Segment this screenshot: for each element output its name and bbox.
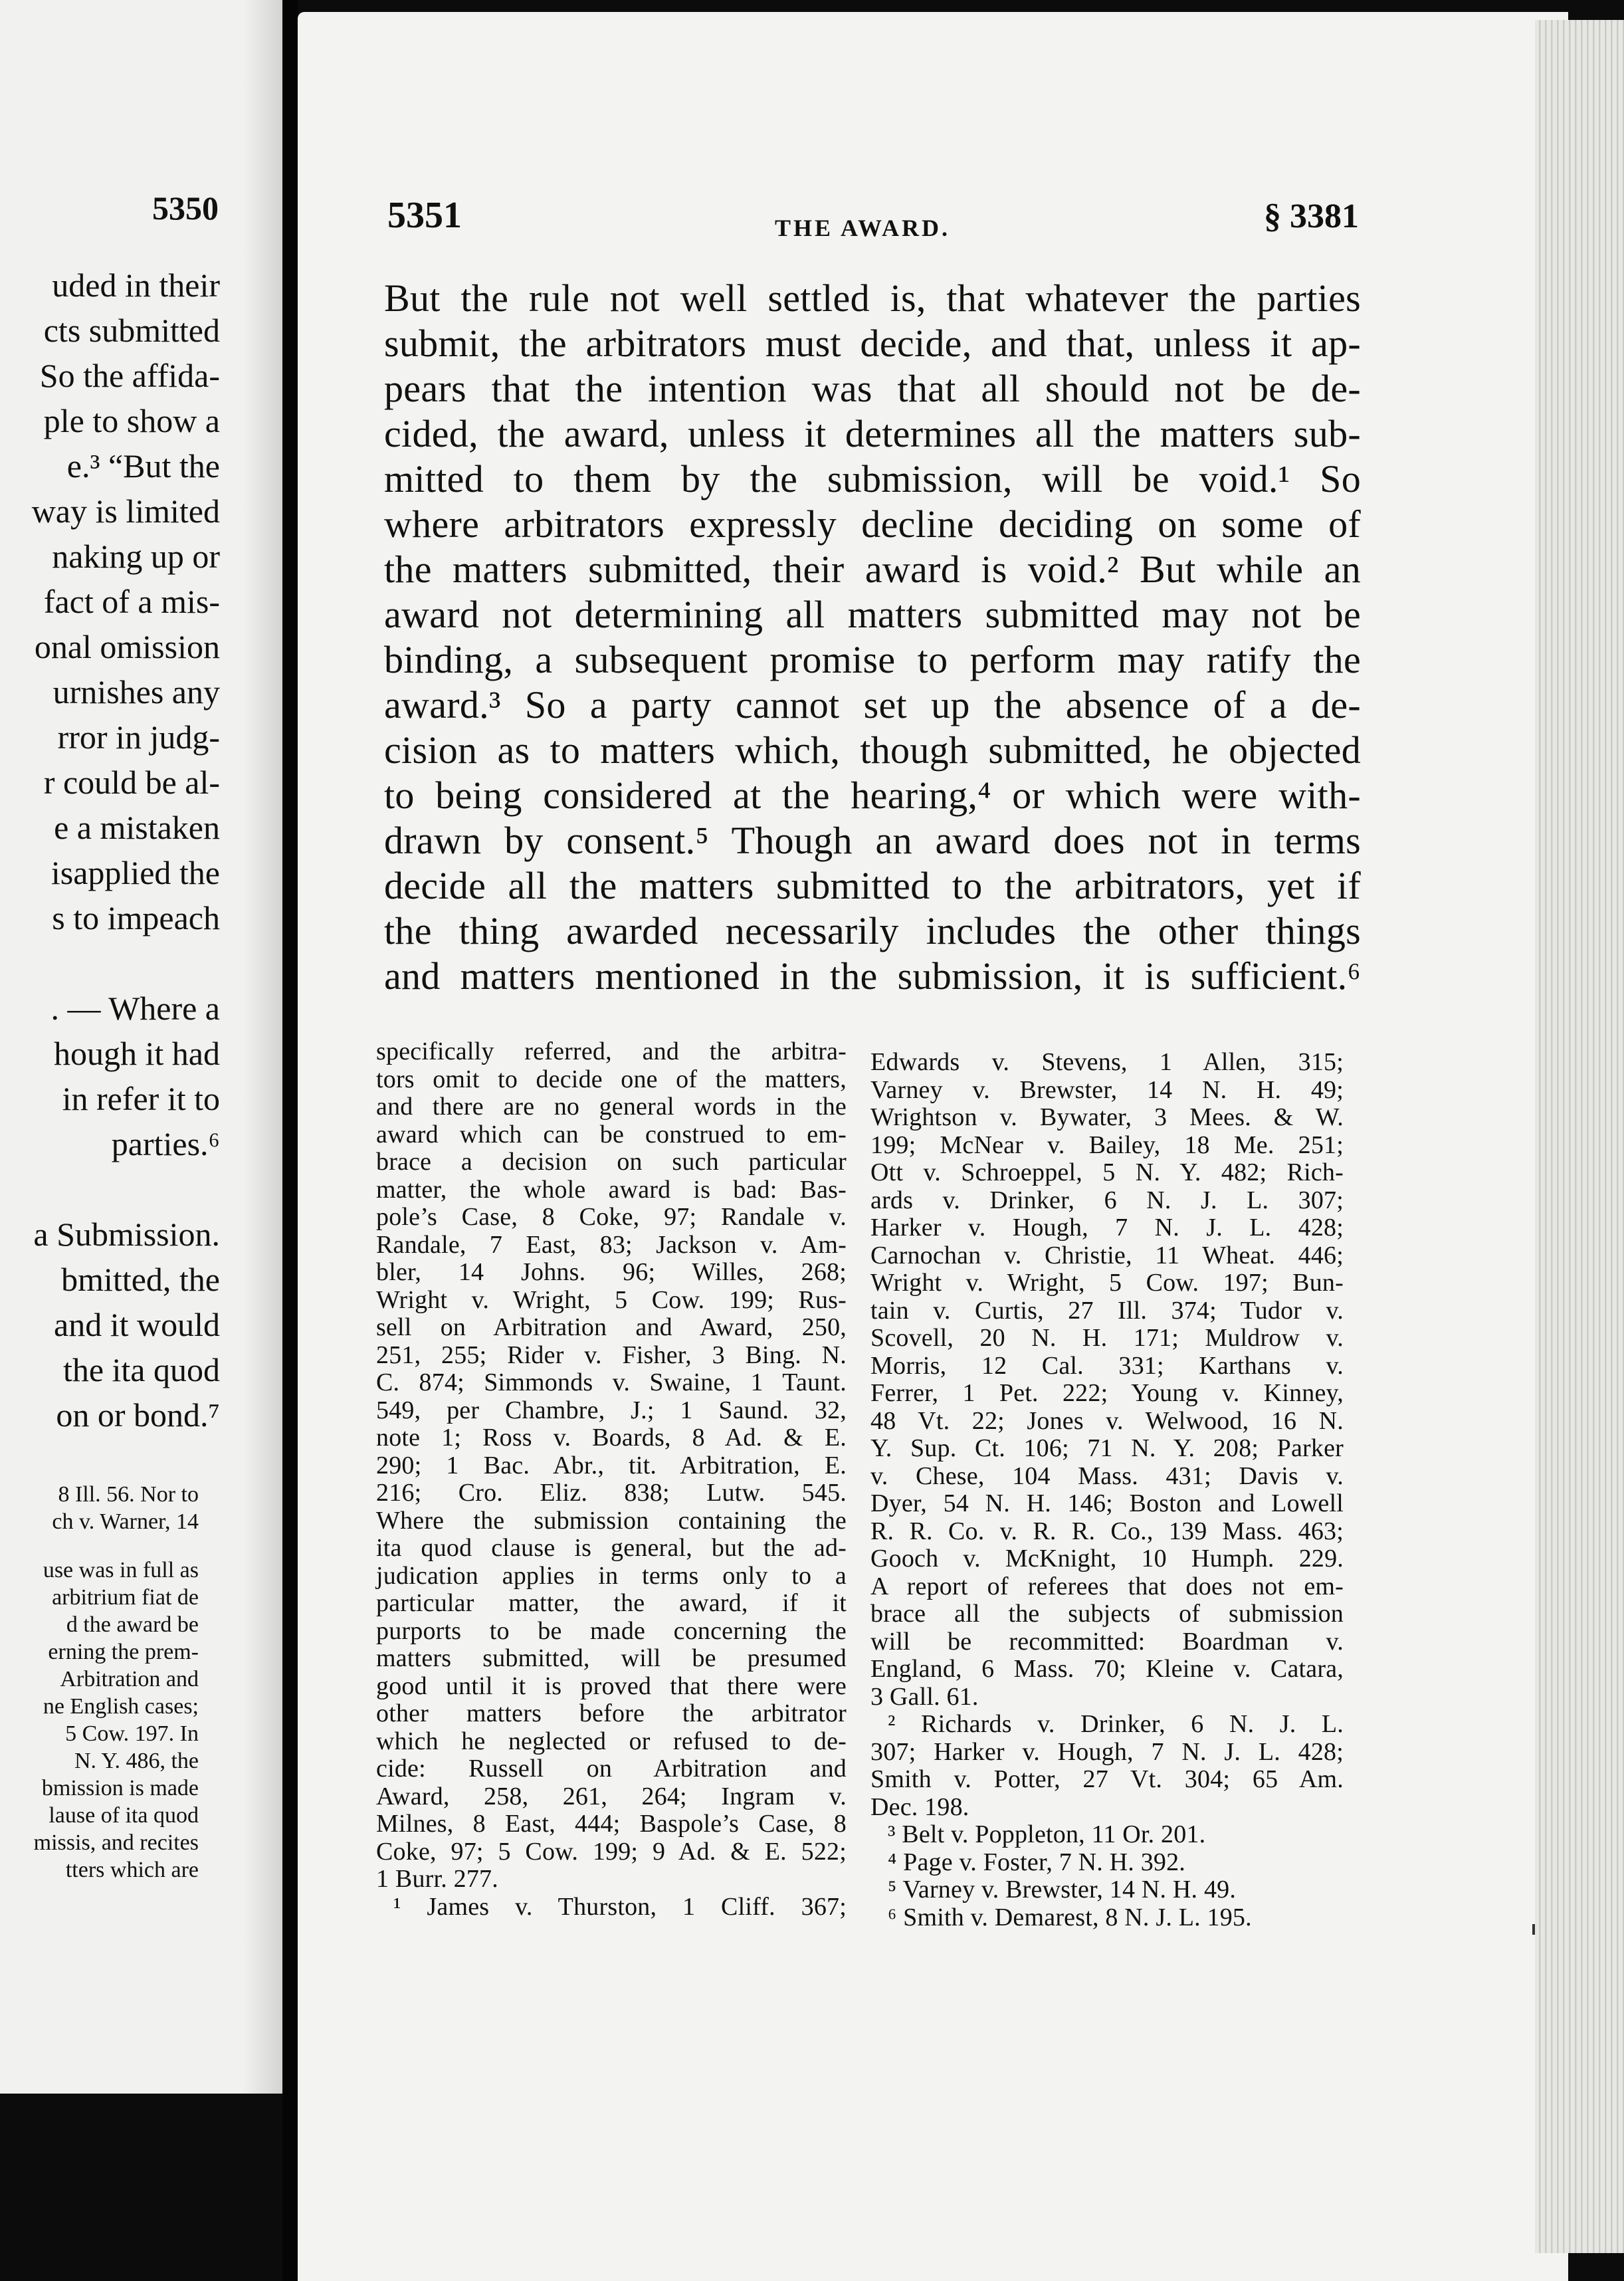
- left-page-line: r could be al-: [43, 764, 220, 801]
- footnote-line: sell on Arbitration and Award, 250,: [376, 1313, 847, 1341]
- footnote-line: purports to be made concerning the: [376, 1616, 847, 1645]
- body-line: pears that the intention was that all should not be de-: [384, 367, 1361, 410]
- body-line: the matters submitted, their award is void.² But while an: [384, 548, 1361, 591]
- left-page-line: onal omission: [34, 628, 220, 665]
- left-page-line: urnishes any: [52, 673, 220, 710]
- footnote-line: 290; 1 Bac. Abr., tit. Arbitration, E.: [376, 1451, 847, 1479]
- left-page-line: So the affida-: [39, 357, 220, 394]
- footnote-line: Ott v. Schroeppel, 5 N. Y. 482; Rich-: [870, 1158, 1344, 1186]
- page-edge-mark: [1532, 1924, 1535, 1935]
- left-page-line: and it would: [54, 1306, 220, 1343]
- left-page-line: naking up or: [52, 538, 220, 575]
- footnote-line: 3 Gall. 61.: [870, 1682, 979, 1711]
- footnote-line: ⁶ Smith v. Demarest, 8 N. J. L. 195.: [888, 1903, 1252, 1931]
- left-page-line: e a mistaken: [54, 809, 220, 846]
- left-page-footnote-line: Arbitration and: [60, 1667, 199, 1691]
- left-page-line: hough it had: [54, 1035, 220, 1072]
- left-page-line: in refer it to: [62, 1080, 220, 1117]
- footnote-line: ita quod clause is general, but the ad-: [376, 1534, 847, 1562]
- footnote-line: ² Richards v. Drinker, 6 N. J. L.: [888, 1710, 1344, 1738]
- footnotes-right-column: [870, 1049, 1344, 1931]
- footnote-line: 549, per Chambre, J.; 1 Saund. 32,: [376, 1396, 847, 1424]
- left-page-footnote-line: missis, and recites: [33, 1830, 199, 1855]
- left-page-line: cts submitted: [43, 312, 220, 349]
- footnote-line: note 1; Ross v. Boards, 8 Ad. & E.: [376, 1424, 847, 1452]
- footnote-line: Carnochan v. Christie, 11 Wheat. 446;: [870, 1241, 1344, 1269]
- body-line: cision as to matters which, though submitted, he objected: [384, 728, 1361, 772]
- left-page-footnote-line: erning the prem-: [48, 1640, 199, 1664]
- left-facing-page: [0, 0, 282, 2094]
- footnote-line: Where the submission containing the: [376, 1506, 847, 1535]
- footnote-line: award which can be construed to em-: [376, 1120, 847, 1148]
- left-page-line: [32, 1166, 220, 1212]
- footnote-line: Dec. 198.: [870, 1792, 969, 1821]
- footnotes-left-column: [376, 1038, 847, 1921]
- footnote-line: bler, 14 Johns. 96; Willes, 268;: [376, 1258, 847, 1286]
- section-number: § 3381: [1264, 197, 1359, 235]
- page-header: [387, 194, 1359, 247]
- footnote-line: Y. Sup. Ct. 106; 71 N. Y. 208; Parker: [870, 1434, 1344, 1462]
- left-page-line: e.³ “But the: [66, 447, 220, 485]
- body-line: decide all the matters submitted to the arbitrators, yet if: [384, 864, 1361, 907]
- body-line: binding, a subsequent promise to perform may ratify the: [384, 638, 1361, 681]
- left-page-line: a Submission.: [33, 1216, 220, 1253]
- footnote-line: tors omit to decide one of the matters,: [376, 1065, 847, 1093]
- footnote-line: England, 6 Mass. 70; Kleine v. Catara,: [870, 1655, 1344, 1683]
- page-number: 5351: [387, 195, 462, 236]
- body-line: award not determining all matters submitted may not be: [384, 593, 1361, 636]
- footnote-line: tain v. Curtis, 27 Ill. 374; Tudor v.: [870, 1296, 1344, 1325]
- footnote-line: 48 Vt. 22; Jones v. Welwood, 16 N.: [870, 1406, 1344, 1435]
- footnote-line: Wright v. Wright, 5 Cow. 199; Rus-: [376, 1285, 847, 1314]
- footnote-line: Dyer, 54 N. H. 146; Boston and Lowell: [870, 1489, 1344, 1517]
- left-page-line: parties.⁶: [111, 1125, 220, 1162]
- footnote-line: Award, 258, 261, 264; Ingram v.: [376, 1782, 847, 1810]
- left-page-number: 5350: [152, 189, 219, 227]
- footnote-line: Varney v. Brewster, 14 N. H. 49;: [870, 1075, 1344, 1104]
- footnote-line: ⁴ Page v. Foster, 7 N. H. 392.: [888, 1848, 1186, 1876]
- left-page-footnote-line: lause of ita quod: [49, 1803, 199, 1828]
- left-page-footnote-line: tters which are: [65, 1858, 199, 1882]
- footnote-line: Wright v. Wright, 5 Cow. 197; Bun-: [870, 1269, 1344, 1297]
- footnote-line: v. Chese, 104 Mass. 431; Davis v.: [870, 1462, 1344, 1490]
- left-page-footnote-line: N. Y. 486, the: [74, 1749, 199, 1773]
- left-page-footnote-line: d the award be: [66, 1612, 199, 1637]
- footnote-line: Wrightson v. Bywater, 3 Mees. & W.: [870, 1103, 1344, 1131]
- footnote-line: and there are no general words in the: [376, 1093, 847, 1121]
- footnote-line: 1 Burr. 277.: [376, 1865, 498, 1893]
- footnote-line: brace all the subjects of submission: [870, 1600, 1344, 1628]
- left-page-footnote-line: 5 Cow. 197. In: [65, 1721, 199, 1746]
- footnote-line: matters submitted, will be presumed: [376, 1644, 847, 1672]
- left-page-line: on or bond.⁷: [56, 1396, 220, 1434]
- footnote-line: will be recommitted: Boardman v.: [870, 1627, 1344, 1656]
- footnote-line: ⁵ Varney v. Brewster, 14 N. H. 49.: [888, 1876, 1237, 1903]
- footnote-line: Edwards v. Stevens, 1 Allen, 315;: [870, 1048, 1344, 1076]
- footnote-line: brace a decision on such particular: [376, 1148, 847, 1176]
- page-edges: [1535, 20, 1624, 2253]
- left-page-gutter-shadow: [243, 0, 282, 2094]
- body-line: to being considered at the hearing,⁴ or which were with-: [384, 774, 1361, 817]
- footnote-line: 251, 255; Rider v. Fisher, 3 Bing. N.: [376, 1341, 847, 1369]
- footnote-line: particular matter, the award, if it: [376, 1589, 847, 1617]
- left-page-footnote-line: [34, 1535, 199, 1557]
- footnote-line: Gooch v. McKnight, 10 Humph. 229.: [870, 1545, 1344, 1573]
- left-page-line: s to impeach: [52, 899, 220, 936]
- left-page-line: [32, 940, 220, 986]
- footnote-line: judication applies in terms only to a: [376, 1561, 847, 1590]
- left-page-footnote-line: ch v. Warner, 14: [52, 1509, 199, 1534]
- footnote-line: ³ Belt v. Poppleton, 11 Or. 201.: [888, 1820, 1206, 1848]
- footnote-line: which he neglected or refused to de-: [376, 1727, 847, 1755]
- left-page-footnote-line: arbitrium fiat de: [52, 1585, 199, 1610]
- body-line: and matters mentioned in the submission, it is sufficient.⁶: [384, 954, 1361, 998]
- footnote-line: C. 874; Simmonds v. Swaine, 1 Taunt.: [376, 1368, 847, 1396]
- footnote-line: Morris, 12 Cal. 331; Karthans v.: [870, 1351, 1344, 1380]
- footnote-line: 307; Harker v. Hough, 7 N. J. L. 428;: [870, 1737, 1344, 1766]
- left-page-footnote-line: 8 Ill. 56. Nor to: [58, 1482, 199, 1507]
- footnote-line: Smith v. Potter, 27 Vt. 304; 65 Am.: [870, 1765, 1344, 1793]
- footnote-line: Scovell, 20 N. H. 171; Muldrow v.: [870, 1324, 1344, 1352]
- footnote-line: Randale, 7 East, 83; Jackson v. Am-: [376, 1230, 847, 1259]
- left-page-line: the ita quod: [62, 1351, 220, 1388]
- running-head: THE AWARD.: [775, 215, 951, 241]
- left-page-line: rror in judg-: [57, 718, 220, 756]
- footnote-line: good until it is proved that there were: [376, 1672, 847, 1700]
- book-spine: [282, 0, 298, 2281]
- footnote-line: R. R. Co. v. R. R. Co., 139 Mass. 463;: [870, 1517, 1344, 1545]
- footnote-line: ards v. Drinker, 6 N. J. L. 307;: [870, 1186, 1344, 1214]
- footnote-line: Coke, 97; 5 Cow. 199; 9 Ad. & E. 522;: [376, 1837, 847, 1866]
- body-line: award.³ So a party cannot set up the absence of a de-: [384, 683, 1361, 726]
- footnote-line: A report of referees that does not em-: [870, 1572, 1344, 1600]
- left-page-footnotes: [34, 1481, 199, 1884]
- body-line: the thing awarded necessarily includes the other things: [384, 909, 1361, 952]
- footnote-line: matter, the whole award is bad: Bas-: [376, 1175, 847, 1204]
- footnote-line: pole’s Case, 8 Coke, 97; Randale v.: [376, 1203, 847, 1231]
- left-page-line: . — Where a: [51, 990, 220, 1027]
- body-line: submit, the arbitrators must decide, and that, unless it ap-: [384, 322, 1361, 365]
- footnote-line: Milnes, 8 East, 444; Baspole’s Case, 8: [376, 1810, 847, 1838]
- footnote-line: 199; McNear v. Bailey, 18 Me. 251;: [870, 1131, 1344, 1159]
- footnote-line: cide: Russell on Arbitration and: [376, 1755, 847, 1783]
- body-line: mitted to them by the submission, will be void.¹ So: [384, 457, 1361, 500]
- left-page-line: way is limited: [31, 492, 220, 530]
- left-page-line: bmitted, the: [61, 1261, 220, 1298]
- left-page-line: isapplied the: [51, 854, 220, 891]
- footnote-line: Harker v. Hough, 7 N. J. L. 428;: [870, 1214, 1344, 1242]
- body-line: where arbitrators expressly decline deciding on some of: [384, 502, 1361, 546]
- left-page-line: ple to show a: [43, 402, 220, 439]
- body-line: drawn by consent.⁵ Though an award does not in terms: [384, 819, 1361, 862]
- footnote-line: 216; Cro. Eliz. 838; Lutw. 545.: [376, 1479, 847, 1507]
- footnote-line: ¹ James v. Thurston, 1 Cliff. 367;: [393, 1892, 847, 1921]
- body-line: But the rule not well settled is, that whatever the parties: [384, 276, 1361, 320]
- footnote-line: specifically referred, and the arbitra-: [376, 1037, 847, 1065]
- left-page-line: uded in their: [52, 267, 220, 304]
- left-page-footnote-line: bmission is made: [41, 1776, 199, 1800]
- main-body-text: [384, 276, 1361, 999]
- left-page-body-text: [32, 263, 220, 1438]
- footnote-line: other matters before the arbitrator: [376, 1699, 847, 1727]
- left-page-line: fact of a mis-: [43, 583, 220, 620]
- footnote-line: Ferrer, 1 Pet. 222; Young v. Kinney,: [870, 1379, 1344, 1407]
- body-line: cided, the award, unless it determines all the matters sub-: [384, 412, 1361, 455]
- left-page-footnote-line: ne English cases;: [43, 1694, 199, 1719]
- left-page-footnote-line: use was in full as: [43, 1558, 199, 1582]
